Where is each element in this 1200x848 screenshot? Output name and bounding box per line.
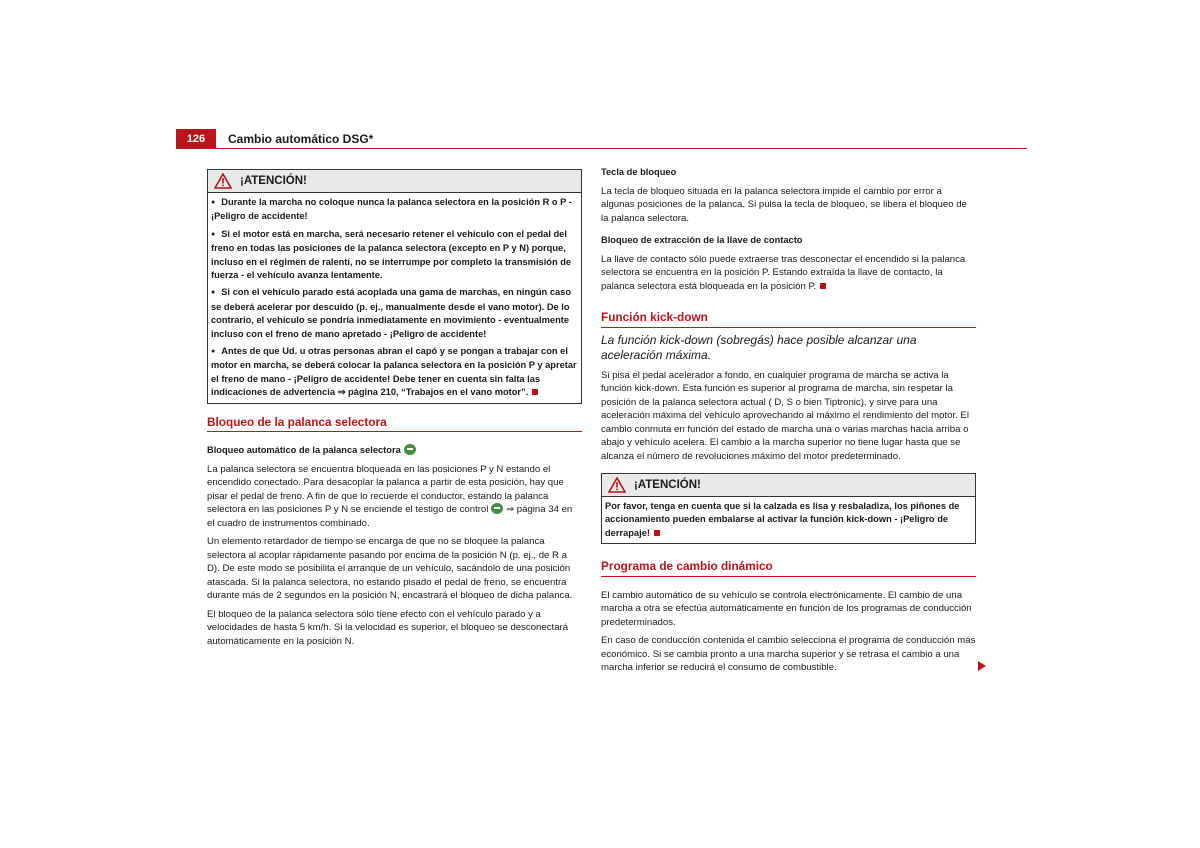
subheading-key-lock: Bloqueo de extracción de la llave de contacto (601, 235, 803, 245)
subheading-lock-key: Tecla de bloqueo (601, 167, 677, 177)
paragraph: Si pisa el pedal acelerador a fondo, en cualquier programa de marcha se activa la función kick-down. Esta función es superior al programa de marcha, sin respetar la posición de la palanca selectora actual ( D, S o bien Tiptronic), y sirve para una aceleración máxima del vehículo aprovechando al máximo el rendimiento del motor. El cambio conmuta en función del estado de marcha una o varias marchas hacia arriba o abajo y vehículo acelera. El cambio a la marcha superior no tiene lugar hasta que se alcanza el número de revoluciones máximo del motor predeterminado. (601, 369, 969, 462)
warning-item-last (605, 500, 971, 540)
paragraph: En caso de conducción contenida el cambio selecciona el programa de conducción más económico. Si se cambia pronto a una marcha superior y se retrasa el cambio a una marcha inferior se reducirá el consumo de combustible. (601, 635, 976, 674)
warning-title: ¡ATENCIÓN! (240, 175, 307, 187)
section-title-selector-lock: Bloqueo de la palanca selectora (207, 416, 582, 433)
warning-header (208, 170, 581, 193)
subheading-text: Bloqueo automático de la palanca selectora (207, 445, 401, 456)
paragraph-with-end (601, 253, 976, 294)
warning-triangle-icon (608, 477, 626, 493)
paragraph: El bloqueo de la palanca selectora sólo tiene efecto con el vehículo parado y a velocidades de hasta 5 km/h. Si la velocidad es superior, el bloqueo se desconectará automáticamente en la posición N. (207, 608, 569, 647)
chapter-title: Cambio automático DSG* (228, 132, 374, 146)
warning-text: Por favor, tenga en cuenta que si la calzada es lisa y resbaladiza, los piñones de accionamiento pueden embalarse al activar la función kick-down - ¡Peligro de derrapaje! (605, 501, 960, 538)
warning-item-last (211, 345, 577, 400)
warning-box (207, 169, 582, 404)
paragraph-part: La palanca selectora se encuentra bloqueada en las posiciones P y N estando el encendido conectado. Para desacoplar la palanca a partir de esta posición, hay que pisar el pedal de freno. A fin de que lo recuerde el conductor, estando la palanca selectora en las posiciones P y N se enciende el testigo de control (207, 463, 564, 516)
paragraph-part: ⇒ página 34 en el cuadro de instrumentos combinado. (207, 504, 573, 529)
subheading-auto-lock (207, 444, 582, 458)
warning-item: ● Antes de que Ud. u otras personas abran el capó y se pongan a trabajar con el motor en marcha, se deberá colocar la palanca selectora en la posición P y apretar el freno de mano - ¡Peligro de accidente! Debe tener en cuenta sin falta las indicaciones de advertencia ⇒ página 210, “Trabajos en el vano motor”. (211, 346, 577, 397)
paragraph: El cambio automático de su vehículo se controla electrónicamente. El cambio de una marcha a otra se efectúa automáticamente en función de los programas de conducción predeterminados. (601, 589, 972, 628)
right-column (601, 166, 976, 680)
selector-lever-indicator-icon (404, 444, 416, 455)
warning-body (602, 497, 975, 543)
section-title-dynamic-program: Programa de cambio dinámico (601, 560, 976, 577)
selector-lever-indicator-icon (491, 503, 503, 514)
warning-header (602, 474, 975, 497)
left-column (207, 169, 582, 653)
warning-item: ● Durante la marcha no coloque nunca la palanca selectora en la posición R o P - ¡Peligro de accidente! (211, 196, 577, 224)
end-square-icon (820, 283, 826, 289)
warning-box (601, 473, 976, 544)
warning-title: ¡ATENCIÓN! (634, 479, 701, 491)
section-title-kickdown: Función kick-down (601, 311, 976, 328)
header-rule (216, 148, 1027, 149)
paragraph (207, 463, 582, 531)
page-header (176, 129, 1027, 149)
warning-item: ● Si el motor está en marcha, será necesario retener el vehículo con el pedal del freno en todas las posiciones de la palanca selectora (excepto en P y N) porque, incluso en el régimen de ralentí, no se interrumpe por completo la transmisión de fuerza - el vehículo avanza lentamente. (211, 228, 577, 283)
warning-body (208, 193, 581, 403)
warning-triangle-icon (214, 173, 232, 189)
next-page-arrow-icon (978, 661, 986, 671)
paragraph: Un elemento retardador de tiempo se encarga de que no se bloquee la palanca selectora al acoplar rápidamente pasando por encima de la posición N (p. ej., de R a D). De este modo se posibilita el arranque de un vehículo, sacándolo de una posición atascada. Si la palanca selectora, no estando pisado el pedal de freno, se encuentra durante más de 2 segundos en la posición N, encastrará el bloqueo de dicha palanca. (207, 536, 573, 602)
paragraph-text: La llave de contacto sólo puede extraerse tras desconectar el encendido si la palanca selectora se encuentra en la posición P. Estando extraída la llave de contacto, la palanca selectora está bloqueada en la posición P. (601, 253, 966, 292)
warning-item: ● Si con el vehículo parado está acoplada una gama de marchas, en ningún caso se deberá acelerar por descuido (p. ej., manualmente desde el vano motor). De lo contrario, el vehículo se pondría inmediatamente en movimiento - eventualmente incluso con el freno de mano apretado - ¡Peligro de accidente! (211, 286, 577, 341)
lead-text: La función kick-down (sobregás) hace posible alcanzar una aceleración máxima. (601, 332, 917, 362)
end-square-icon (532, 389, 538, 395)
end-square-icon (654, 530, 660, 536)
paragraph: La tecla de bloqueo situada en la palanca selectora impide el cambio por error a algunas posiciones de la palanca. Si pulsa la tecla de bloqueo, se libera el bloqueo de la palanca selectora. (601, 185, 967, 224)
page-number: 126 (176, 129, 216, 149)
